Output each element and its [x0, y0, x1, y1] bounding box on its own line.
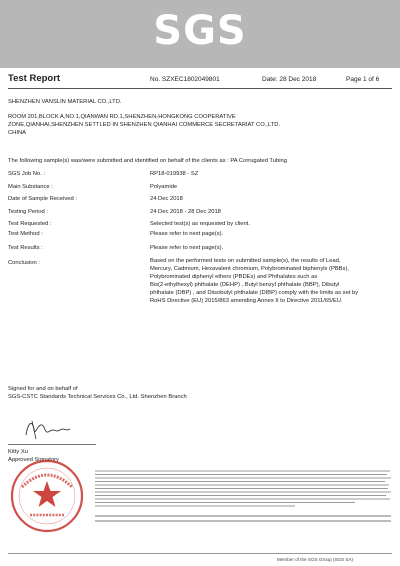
- conclusion-line: phthalate (DBP) , and Diisobutyl phthalate (DIBP) comply with the limits as set by: [150, 290, 359, 296]
- report-title: Test Report: [8, 73, 61, 84]
- company-seal: [8, 457, 86, 535]
- client-address-line: ROOM 201,BLOCK A,NO.1,QIANWAN RD.1,SHENZHEN-HONGKONG COOPERATIVE: [8, 114, 236, 120]
- field-label: Date of Sample Received :: [8, 196, 77, 202]
- field-value: 24 Dec 2018: [150, 196, 183, 202]
- sgs-logo: SGS: [153, 8, 247, 54]
- signature-line: [8, 444, 96, 445]
- fine-print-block: [95, 468, 395, 526]
- client-address-line: CHINA: [8, 130, 27, 136]
- field-label: Test Results :: [8, 245, 43, 251]
- field-label: Test Requested :: [8, 221, 52, 227]
- conclusion-line: Mercury, Cadmium, Hexavalent chromium, Polybrominated biphenyls (PBBs),: [150, 266, 349, 272]
- field-label: SGS Job No. :: [8, 171, 46, 177]
- conclusion-label: Conclusion :: [8, 260, 40, 266]
- signatory-title: Approved Signatory: [8, 457, 59, 463]
- field-value: Polyamide: [150, 184, 178, 190]
- signatory-name: Kitty Xu: [8, 449, 28, 455]
- handwritten-signature: [22, 415, 82, 443]
- conclusion-line: Based on the performed tests on submitted sample(s), the results of Lead,: [150, 258, 341, 264]
- signed-for-line: Signed for and on behalf of: [8, 386, 78, 392]
- conclusion-line: Bis(2-ethylhexyl) phthalate (DEHP) , Butyl benzyl phthalate (BBP), Dibutyl: [150, 282, 340, 288]
- field-label: Main Substance :: [8, 184, 53, 190]
- field-label: Test Method :: [8, 231, 43, 237]
- footer-rule: [8, 553, 392, 554]
- page-number: Page 1 of 6: [346, 76, 380, 83]
- field-value: Please refer to next page(s).: [150, 245, 224, 251]
- client-address-line: ZONE,QIANHAI,SHENZHEN SETTLED IN SHENZHEN QIANHAI COMMERCE SECRETARIAT CO.,LTD.: [8, 122, 281, 128]
- header-rule: [8, 88, 392, 89]
- field-label: Testing Period :: [8, 209, 48, 215]
- field-value: Selected test(s) as requested by client.: [150, 221, 250, 227]
- conclusion-line: RoHS Directive (EU) 2015/863 amending Annex II to Directive 2011/65/EU.: [150, 298, 343, 304]
- field-value: 24 Dec 2018 - 28 Dec 2018: [150, 209, 221, 215]
- report-date: Date: 28 Dec 2018: [262, 76, 317, 83]
- field-value: RP18-019938 - SZ: [150, 171, 199, 177]
- conclusion-line: Polybrominated diphenyl ethers (PBDEs) and Phthalates such as: [150, 274, 318, 280]
- field-value: Please refer to next page(s).: [150, 231, 224, 237]
- member-of-sgs: Member of the SGS Group (SGS SA): [277, 557, 354, 562]
- client-name: SHENZHEN VANSLIN MATERIAL CO.,LTD.: [8, 99, 122, 105]
- signed-for-company: SGS-CSTC Standards Technical Services Co., Ltd. Shenzhen Branch: [8, 394, 187, 400]
- sample-intro: The following sample(s) was/were submitted and identified on behalf of the clients as : PA Corrugated Tubing: [8, 158, 287, 164]
- report-number: No. SZXEC1802049801: [150, 76, 220, 83]
